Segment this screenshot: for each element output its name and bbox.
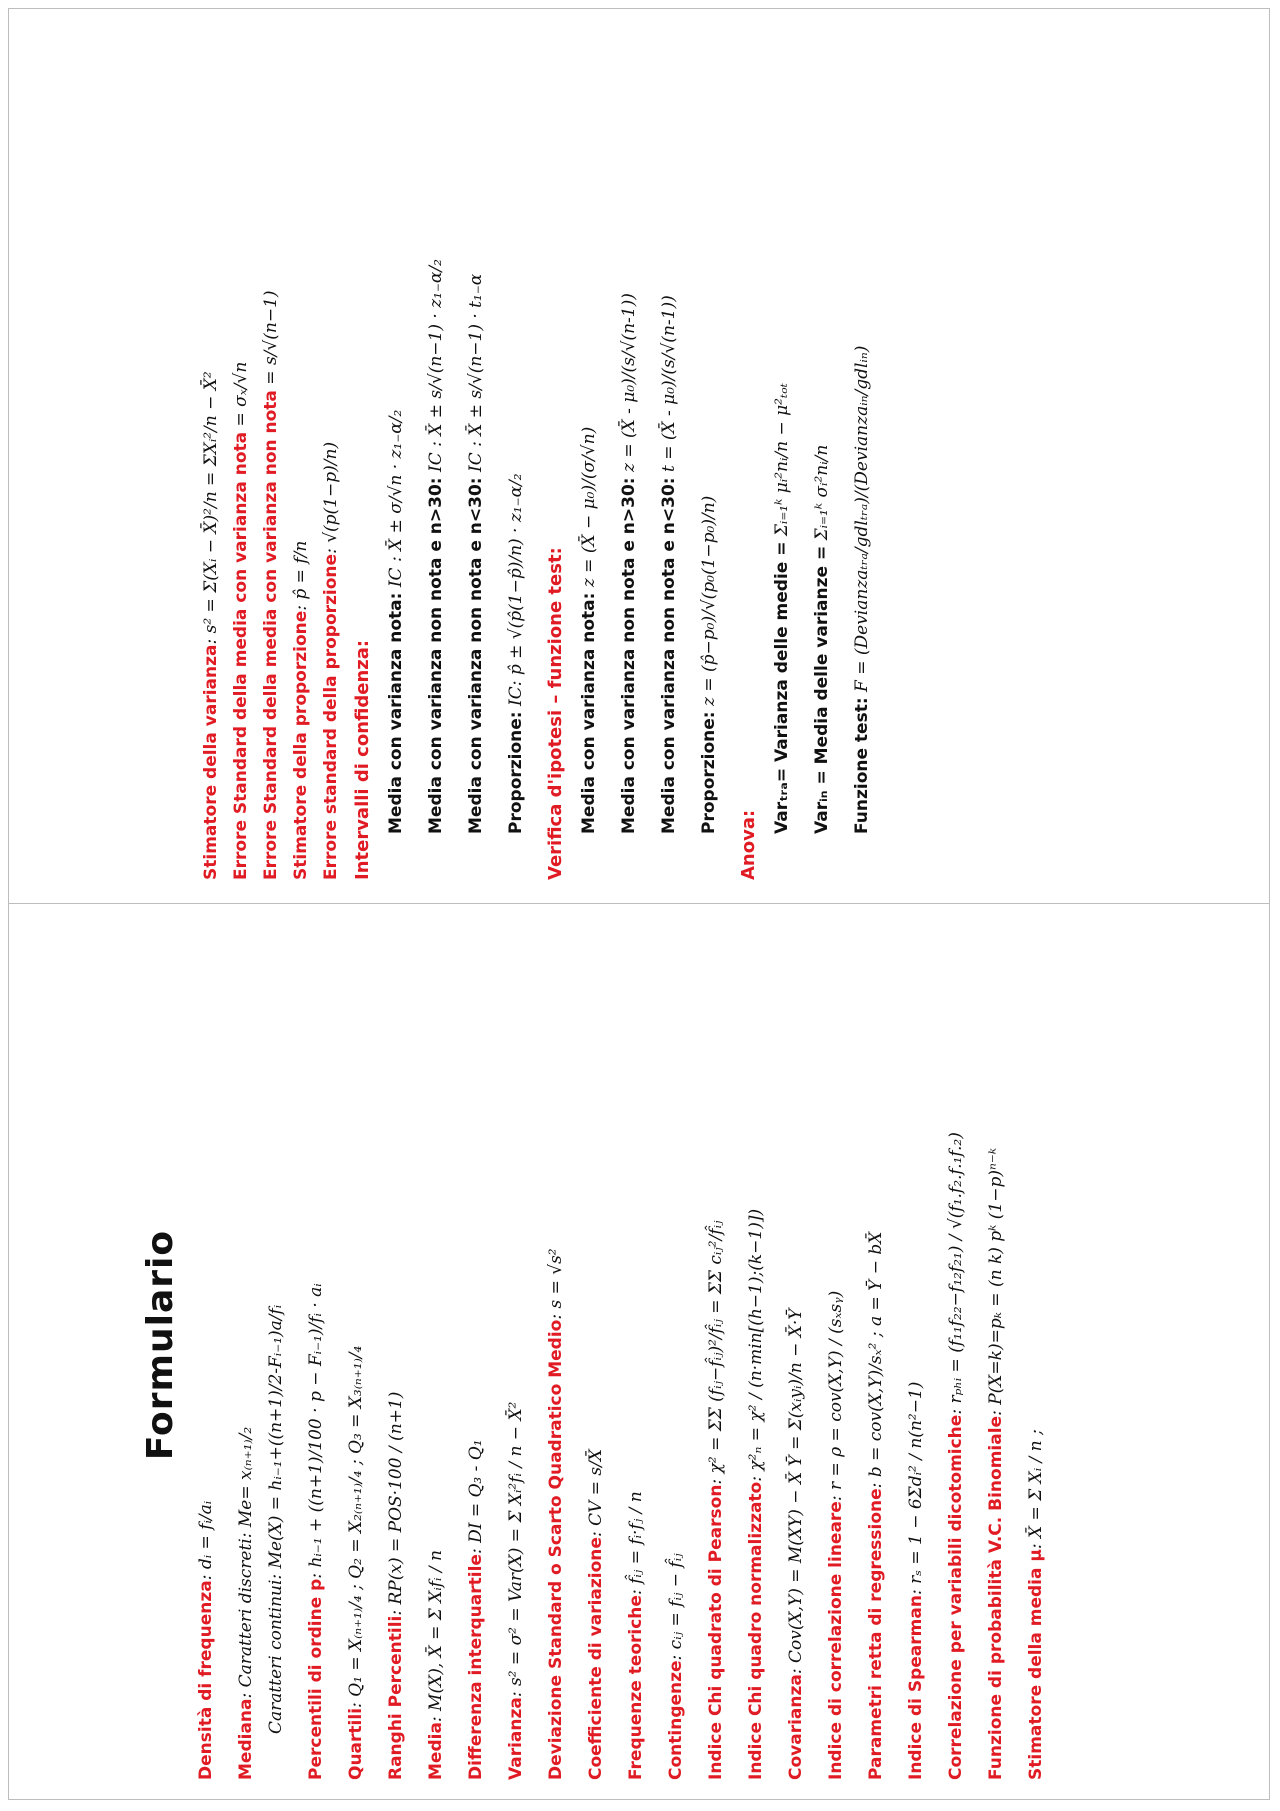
- formula-row: [265, 910, 287, 1780]
- formula-expression: : s = √s²: [546, 1248, 566, 1320]
- formula-row: [945, 910, 967, 1780]
- formula-expression: : cᵢⱼ = fᵢⱼ − f̂ᵢⱼ: [666, 1553, 686, 1661]
- formula-expression: : r = ρ = cov(X,Y) / (sₓsᵧ): [826, 1290, 846, 1502]
- formula-row: [578, 20, 600, 880]
- formula-expression: = σₓ/√n: [231, 361, 251, 432]
- formula-label: Indice Chi quadrato di Pearson: [706, 1484, 726, 1780]
- formula-row: [425, 20, 447, 880]
- formula-label: Errore standard della proporzione: [321, 553, 341, 880]
- formula-label: Densità di frequenza: [196, 1580, 216, 1780]
- formula-label: Parametri retta di regressione: [866, 1488, 886, 1780]
- formula-expression: F = (Devianzaₜᵣₐ/gdlₜᵣₐ)/(Devianzaᵢₙ/gdlᵢₙ): [852, 345, 872, 698]
- formula-label: Errore Standard della media con varianza nota: [231, 431, 251, 880]
- page-divider: [8, 903, 1270, 904]
- formula-expression: : χ²ₙ = χ² / (n·min[(h−1);(k−1)]): [746, 1208, 766, 1482]
- formula-label: Varᵢₙ = Media delle varianze =: [812, 545, 832, 834]
- formula-expression: : hᵢ₋₁ + ((n+1)/100 · p − Fᵢ₋₁)/fᵢ · aᵢ: [306, 1283, 326, 1579]
- formula-row: [230, 20, 252, 880]
- formula-label: Media: [426, 1722, 446, 1780]
- formula-expression: IC : X̄ ± s/√(n−1) · t₁₋α: [466, 273, 486, 478]
- formula-expression: z = (X̄ − μ₀)/(σ/√n): [579, 426, 599, 593]
- formula-expression: IC : X̄ ± σ/√n · z₁₋α/₂: [386, 409, 406, 593]
- formula-expression: IC : X̄ ± s/√(n−1) · z₁₋α/₂: [426, 259, 446, 478]
- formula-row: [505, 20, 527, 880]
- formula-label: Media con varianza nota:: [386, 592, 406, 834]
- formula-row: [260, 20, 282, 880]
- formula-expression: IC: p̂ ± √(p̂(1−p̂)/n) · z₁₋α/₂: [506, 473, 526, 712]
- formula-row: [505, 910, 527, 1780]
- formula-label: Stimatore della varianza: [201, 644, 221, 880]
- formula-expression: : CV = s/X̄: [586, 1449, 606, 1538]
- formula-expression: = s/√(n−1): [261, 290, 281, 391]
- formula-label: Media con varianza nota:: [579, 592, 599, 834]
- formula-row: [585, 910, 607, 1780]
- formula-row: [345, 910, 367, 1780]
- section-heading: Intervalli di confidenza:: [352, 639, 373, 880]
- formula-label: Correlazione per variabili dicotomiche: [946, 1414, 966, 1780]
- formula-row: [305, 910, 327, 1780]
- formula-expression: : dᵢ = fᵢ/aᵢ: [196, 1500, 216, 1581]
- formula-label: Deviazione Standard o Scarto Quadratico Medio: [546, 1319, 566, 1780]
- formula-label: Indice di Spearman: [906, 1595, 926, 1780]
- formula-label: Stimatore della media μ: [1026, 1549, 1046, 1780]
- formula-expression: : Caratteri discreti: Me= x₍ₙ₊₁₎/₂: [236, 1426, 256, 1699]
- formula-label: Stimatore della proporzione: [291, 610, 311, 880]
- formula-label: Proporzione:: [506, 711, 526, 834]
- formula-expression: : RP(x) = POS·100 / (n+1): [386, 1391, 406, 1616]
- formula-expression: : X̄ = Σ Xᵢ / n ;: [1026, 1429, 1046, 1550]
- formula-expression: : χ² = ΣΣ (fᵢⱼ−f̂ᵢⱼ)²/f̂ᵢⱼ = ΣΣ cᵢⱼ²/f̂ᵢⱼ: [706, 1220, 726, 1485]
- formula-label: Indice Chi quadro normalizzato: [746, 1481, 766, 1780]
- formula-row: [200, 20, 222, 880]
- slide-inference: [200, 20, 1260, 880]
- formula-row: [320, 20, 342, 880]
- formula-expression: Caratteri continui: Me(X) = hᵢ₋₁+((n+1)/2-Fᵢ₋₁)a/fᵢ: [266, 1304, 286, 1734]
- formula-row: [745, 910, 767, 1780]
- descriptive-formula-list: [195, 910, 1047, 1780]
- formula-row: [665, 910, 687, 1780]
- formula-label: Coefficiente di variazione: [586, 1537, 606, 1780]
- formula-expression: Σᵢ₌₁ᵏ σᵢ²nᵢ/n: [812, 444, 832, 546]
- formula-expression: : Q₁ = X₍ₙ₊₁₎/₄ ; Q₂ = X₂₍ₙ₊₁₎/₄ ; Q₃ = X₃₍ₙ₊₁₎/₄: [346, 1345, 366, 1708]
- formula-row: [1025, 910, 1047, 1780]
- formula-expression: : Cov(X,Y) = M(XY) − X̄ Ȳ = Σ(xᵢyᵢ)/n − X̄·Ȳ: [786, 1308, 806, 1675]
- formula-label: Percentili di ordine p: [306, 1578, 326, 1780]
- formula-row: [698, 20, 720, 880]
- formula-expression: : rₚₕᵢ = (f₁₁f₂₂−f₁₂f₂₁) / √(f₁.f₂.f.₁f.₂): [946, 1132, 966, 1415]
- formula-row: [465, 20, 487, 880]
- slide-formulario: [140, 910, 1240, 1780]
- formula-row: [465, 910, 487, 1780]
- formula-row: [290, 20, 312, 880]
- formula-expression: Σᵢ₌₁ᵏ μᵢ²nᵢ/n − μ²ₜₒₜ: [772, 383, 792, 542]
- formula-label: Funzione test:: [852, 697, 872, 834]
- formula-expression: : M(X), X̄ = Σ Xᵢfᵢ / n: [426, 1550, 446, 1723]
- formula-row: [545, 910, 567, 1780]
- formula-expression: : b = cov(X,Y)/sₓ² ; a = Ȳ − bX̄: [866, 1231, 886, 1489]
- formula-row: [811, 20, 833, 880]
- formula-label: Indice di correlazione lineare: [826, 1501, 846, 1780]
- formula-label: Frequenze teoriche: [626, 1595, 646, 1780]
- formula-label: Media con varianza non nota e n>30:: [426, 477, 446, 834]
- formula-row: [235, 910, 257, 1780]
- formula-label: Differenza interquartile: [466, 1554, 486, 1780]
- formula-expression: : P(X=k)=pₖ = (n k) pᵏ (1−p)ⁿ⁻ᵏ: [986, 1147, 1006, 1416]
- formula-row: [425, 910, 447, 1780]
- formula-label: Mediana: [236, 1698, 256, 1780]
- formula-expression: z = (X̄ - μ₀)/(s/√(n-1)): [619, 293, 639, 478]
- formula-row: [825, 910, 847, 1780]
- formula-label: Media con varianza non nota e n>30:: [619, 477, 639, 834]
- formula-expression: : √(p(1−p)/n): [321, 441, 341, 554]
- formula-label: Media con varianza non nota e n<30:: [466, 477, 486, 834]
- inference-formula-list: [200, 20, 873, 880]
- formula-expression: : s² = Σ(Xᵢ − X̄)²/n = ΣXᵢ²/n − X̄²: [201, 371, 221, 645]
- formula-row: [771, 20, 793, 880]
- formula-row: [618, 20, 640, 880]
- page-title: Formulario: [140, 1229, 181, 1461]
- formula-expression: : s² = σ² = Var(X) = Σ Xᵢ²fᵢ / n − X̄²: [506, 1401, 526, 1698]
- formula-row: [865, 910, 887, 1780]
- formula-expression: : rₛ = 1 − 6Σdᵢ² / n(n²−1): [906, 1381, 926, 1596]
- formula-label: Covarianza: [786, 1674, 806, 1780]
- formula-row: [851, 20, 873, 880]
- section-heading: Verifica d'ipotesi – funzione test:: [545, 547, 566, 880]
- formula-label: Quartili: [346, 1707, 366, 1780]
- formula-label: Media con varianza non nota e n<30:: [659, 477, 679, 834]
- formula-expression: : DI = Q₃ - Q₁: [466, 1439, 486, 1555]
- formula-row: [385, 910, 407, 1780]
- formula-label: Varianza: [506, 1697, 526, 1780]
- formula-row: [905, 910, 927, 1780]
- formula-label: Funzione di probabilità V.C. Binomiale: [986, 1415, 1006, 1780]
- formula-row: [658, 20, 680, 880]
- formula-row: [785, 910, 807, 1780]
- formula-row: [195, 910, 217, 1780]
- formula-expression: t = (X̄ - μ₀)/(s/√(n-1)): [659, 295, 679, 478]
- formula-row: [705, 910, 727, 1780]
- formula-row: [625, 910, 647, 1780]
- formula-label: Proporzione:: [699, 711, 719, 834]
- formula-label: Ranghi Percentili: [386, 1615, 406, 1780]
- formula-row: [385, 20, 407, 880]
- section-heading: Anova:: [738, 809, 759, 880]
- formula-expression: : p̂ = f/n: [291, 540, 311, 611]
- formula-label: Errore Standard della media con varianza non nota: [261, 390, 281, 880]
- formula-label: Varₜᵣₐ= Varianza delle medie =: [772, 541, 792, 834]
- formula-row: [985, 910, 1007, 1780]
- formula-expression: z = (p̂−p₀)/√(p₀(1−p₀)/n): [699, 495, 719, 712]
- formula-label: Contingenze: [666, 1660, 686, 1780]
- formula-expression: : f̂ᵢⱼ = fᵢ·fⱼ / n: [626, 1491, 646, 1596]
